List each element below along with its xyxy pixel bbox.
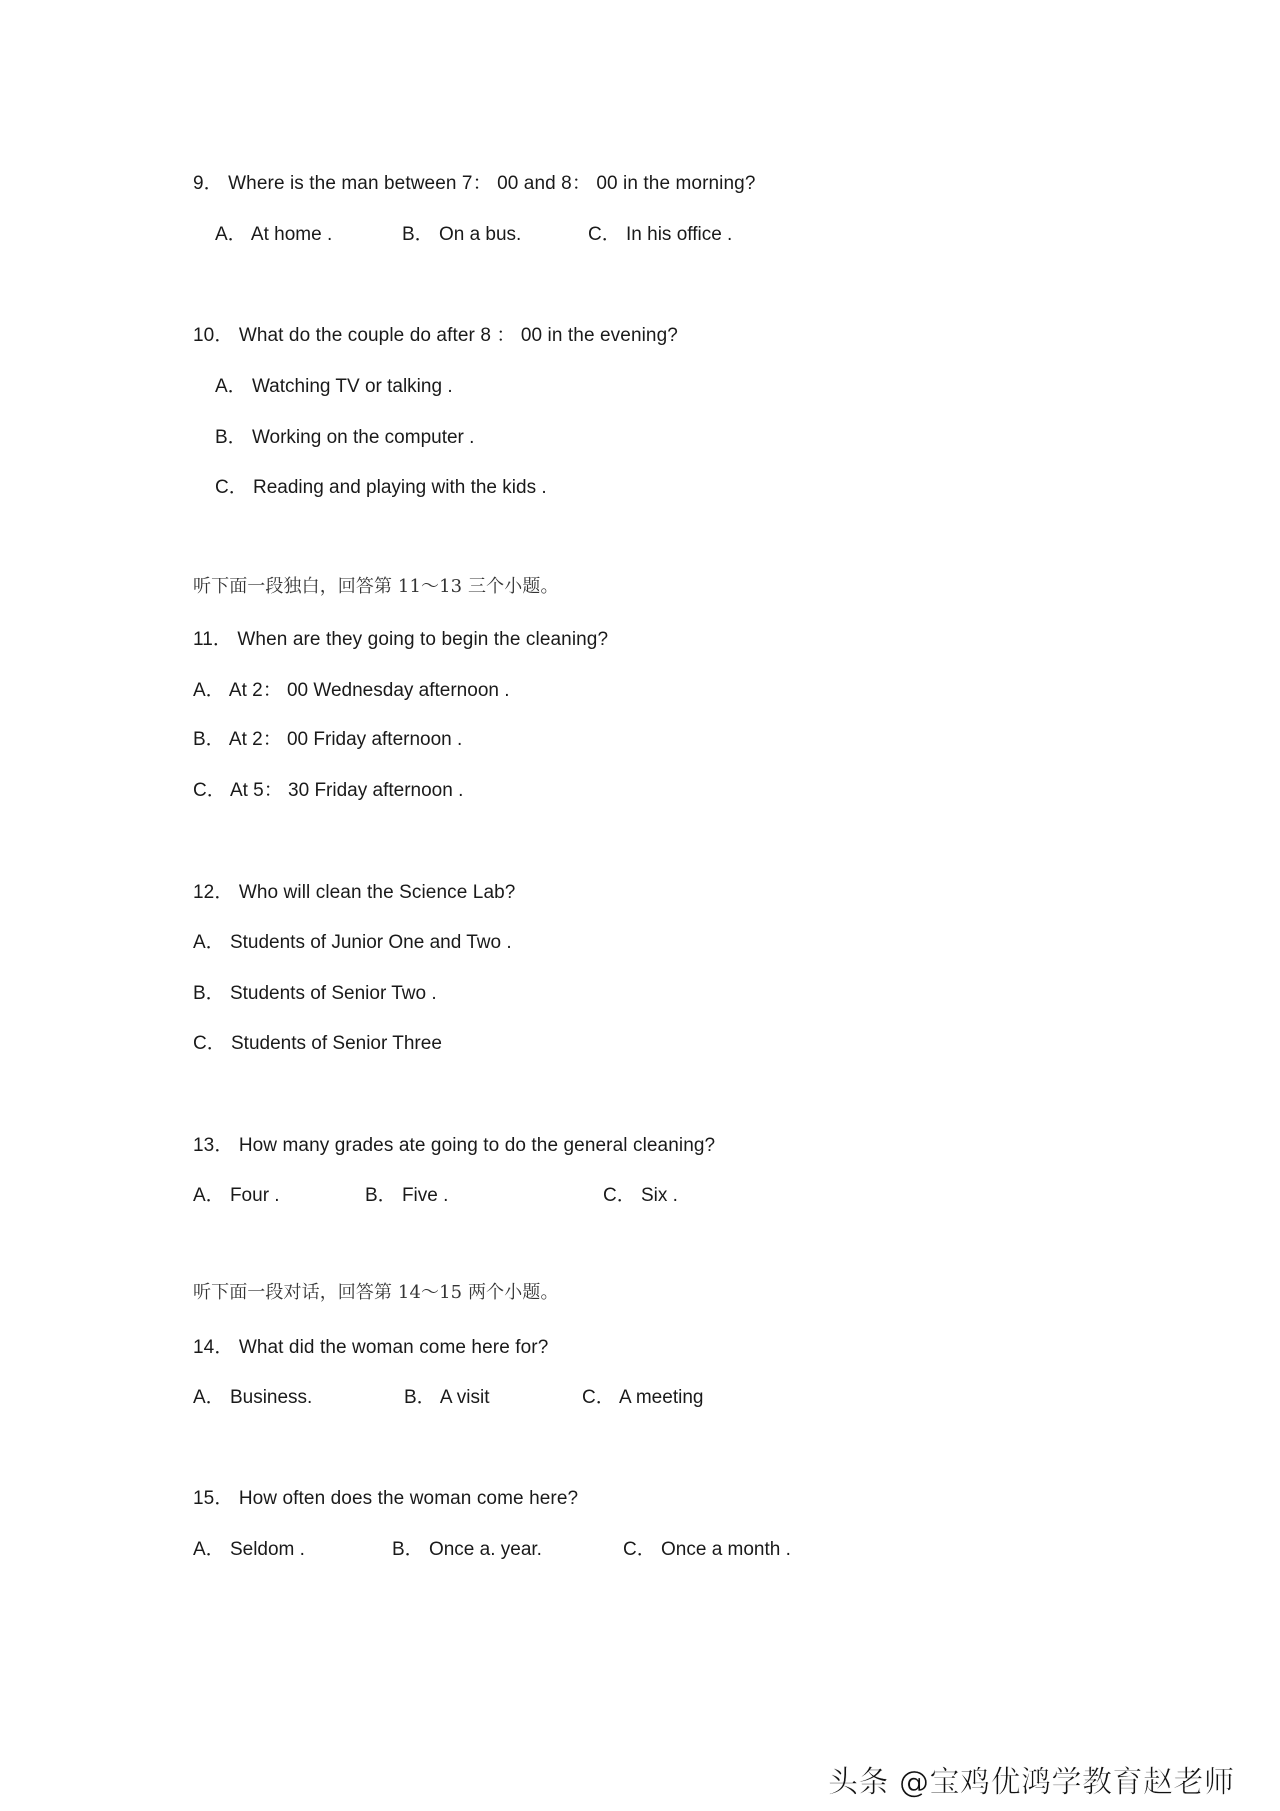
q13-option-a: A． Four . — [193, 1185, 280, 1206]
q11-option-a: A． At 2： 00 Wednesday afternoon . — [193, 680, 510, 701]
q12-option-c: C． Students of Senior Three — [193, 1033, 442, 1054]
q10-option-b: B． Working on the computer . — [215, 427, 475, 448]
question-10: 10． What do the couple do after 8 ： 00 in the evening? — [193, 325, 678, 346]
question-12: 12． Who will clean the Science Lab? — [193, 882, 516, 903]
q15-option-c: C． Once a month . — [623, 1539, 791, 1560]
q13-option-b: B． Five . — [365, 1185, 449, 1206]
q13-option-c: C． Six . — [603, 1185, 678, 1206]
question-11: 11． When are they going to begin the cleaning? — [193, 629, 609, 650]
q15-option-a: A． Seldom . — [193, 1539, 305, 1560]
section-intro-monologue: 听下面一段独白，回答第 11～13 三个小题。 — [193, 576, 559, 597]
q9-option-a: A． At home . — [215, 224, 333, 245]
question-15: 15． How often does the woman come here? — [193, 1488, 579, 1509]
q12-option-b: B． Students of Senior Two . — [193, 983, 437, 1004]
question-9: 9． Where is the man between 7： 00 and 8： 00 in the morning? — [193, 173, 756, 194]
q9-option-b: B． On a bus. — [402, 224, 522, 245]
question-14: 14． What did the woman come here for? — [193, 1337, 549, 1358]
q10-option-a: A． Watching TV or talking . — [215, 376, 453, 397]
q14-option-c: C． A meeting — [582, 1387, 704, 1408]
q14-option-a: A． Business. — [193, 1387, 313, 1408]
q10-option-c: C． Reading and playing with the kids . — [215, 477, 547, 498]
q11-option-c: C． At 5： 30 Friday afternoon . — [193, 780, 464, 801]
source-watermark: 头条 @宝鸡优鸿学教育赵老师 — [828, 1765, 1235, 1800]
section-intro-dialogue: 听下面一段对话，回答第 14～15 两个小题。 — [193, 1282, 559, 1303]
q15-option-b: B． Once a. year. — [392, 1539, 542, 1560]
q14-option-b: B． A visit — [404, 1387, 490, 1408]
q9-option-c: C． In his office . — [588, 224, 733, 245]
q12-option-a: A． Students of Junior One and Two . — [193, 932, 512, 953]
q11-option-b: B． At 2： 00 Friday afternoon . — [193, 729, 463, 750]
question-13: 13． How many grades ate going to do the general cleaning? — [193, 1135, 716, 1156]
